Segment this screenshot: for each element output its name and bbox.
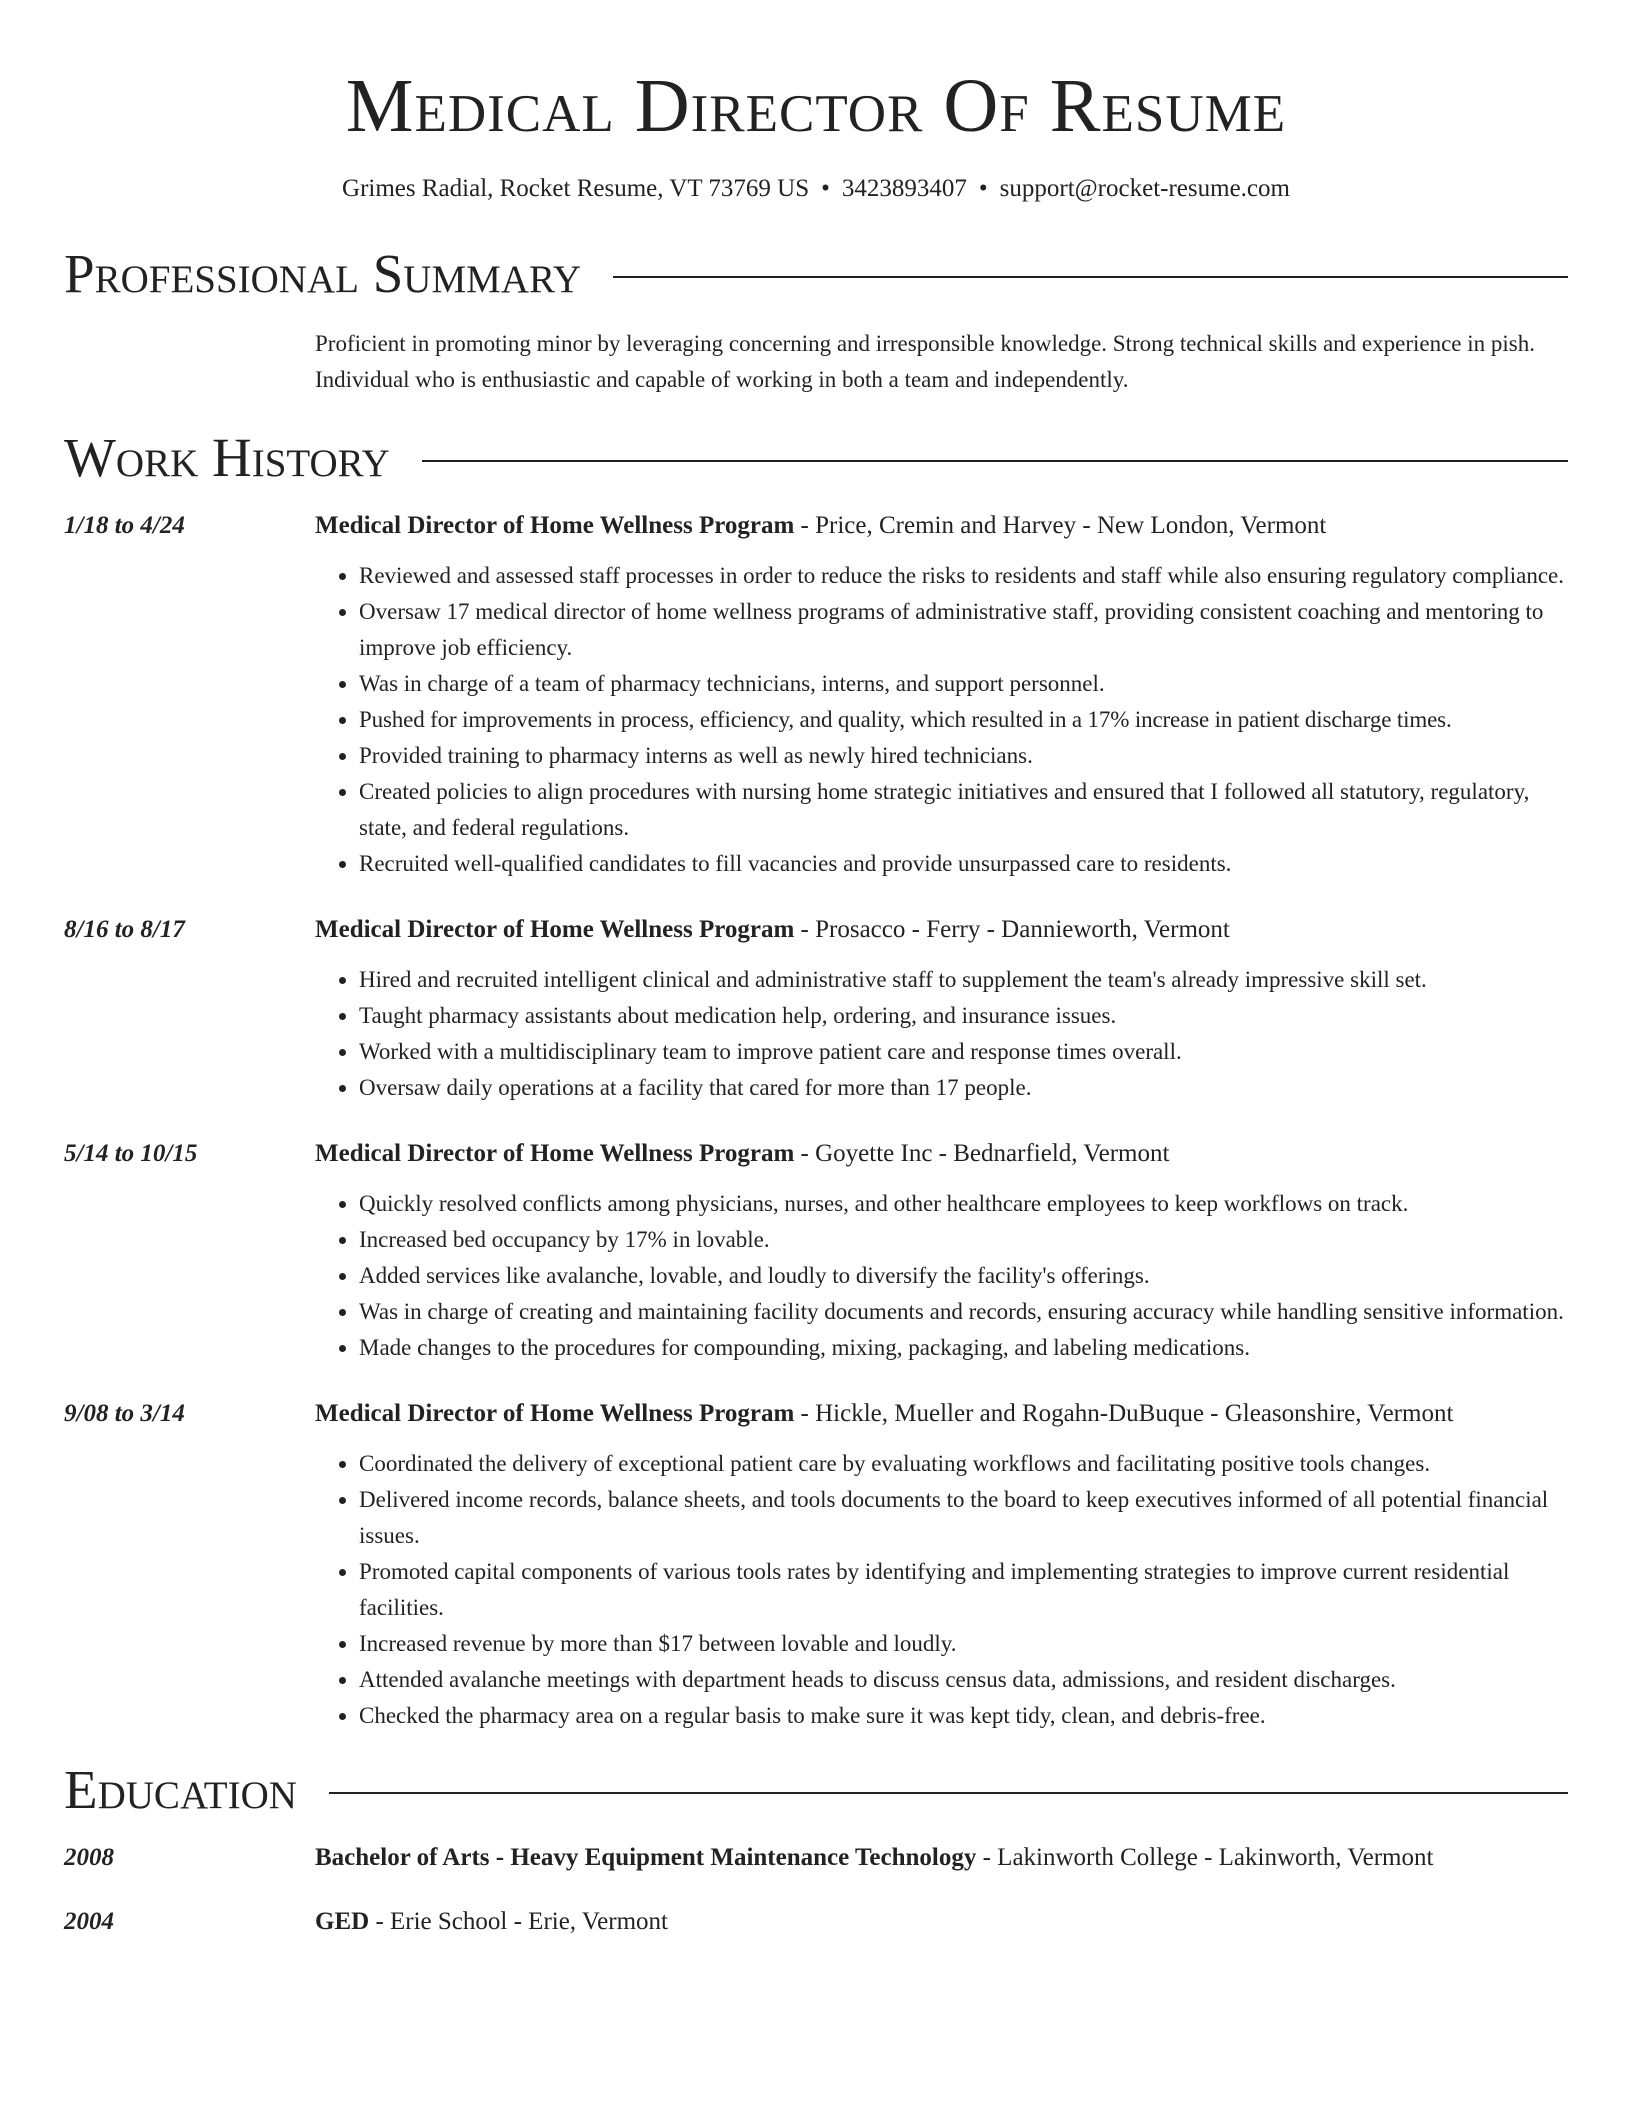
job-dates: 5/14 to 10/15 <box>64 1140 198 1167</box>
education-year: 2004 <box>64 1908 114 1935</box>
list-item: • Created policies to align procedures with nursing home strategic initiatives and ensured that I followed all statutory, regulatory, state, and federal regulations. <box>359 774 1568 846</box>
list-item: • Reviewed and assessed staff processes in order to reduce the risks to residents and staff while also ensuring regulatory compliance. <box>359 558 1568 594</box>
summary-section-title: Professional Summary <box>64 243 582 304</box>
list-item: • Recruited well-qualified candidates to fill vacancies and provide unsurpassed care to residents. <box>359 846 1568 882</box>
list-item: • Provided training to pharmacy interns as well as newly hired technicians. <box>359 738 1568 774</box>
contact-separator: • <box>978 175 988 202</box>
job-dates: 8/16 to 8/17 <box>64 916 185 943</box>
education-heading <box>315 1904 1568 1940</box>
job-dates: 1/18 to 4/24 <box>64 512 185 539</box>
list-item: • Made changes to the procedures for compounding, mixing, packaging, and labeling medications. <box>359 1330 1568 1366</box>
job-entry <box>64 508 1568 882</box>
job-heading <box>315 912 1568 948</box>
job-title: Medical Director of Home Wellness Program <box>315 916 795 943</box>
contact-email: support@rocket-resume.com <box>999 175 1290 202</box>
section-divider <box>422 460 1568 462</box>
work-section-header <box>64 426 1568 490</box>
job-body <box>315 1396 1568 1734</box>
contact-phone: 3423893407 <box>841 175 967 202</box>
job-employer: - Hickle, Mueller and Rogahn-DuBuque - Gleasonshire, Vermont <box>794 1400 1454 1427</box>
education-degree: Bachelor of Arts - Heavy Equipment Maintenance Technology <box>315 1844 977 1871</box>
section-divider <box>613 276 1568 278</box>
job-entry <box>64 1396 1568 1734</box>
list-item: • Increased revenue by more than $17 between lovable and loudly. <box>359 1626 1568 1662</box>
job-body <box>315 508 1568 882</box>
list-item: • Oversaw daily operations at a facility that cared for more than 17 people. <box>359 1070 1568 1106</box>
job-title: Medical Director of Home Wellness Program <box>315 1140 795 1167</box>
education-year: 2008 <box>64 1844 114 1871</box>
job-body <box>315 1136 1568 1366</box>
list-item: • Increased bed occupancy by 17% in lovable. <box>359 1222 1568 1258</box>
list-item: • Promoted capital components of various tools rates by identifying and implementing strategies to improve current residential facilities. <box>359 1554 1568 1626</box>
job-entry <box>64 912 1568 1106</box>
job-dates: 9/08 to 3/14 <box>64 1400 185 1427</box>
contact-line <box>64 172 1568 206</box>
list-item: • Added services like avalanche, lovable, and loudly to diversify the facility's offerings. <box>359 1258 1568 1294</box>
resume-page <box>64 0 1568 1940</box>
summary-text: Proficient in promoting minor by leveraging concerning and irresponsible knowledge. Strong technical skills and experience in pish. Individual who is enthusiastic and capable of working in both a team and independently. <box>315 331 1535 392</box>
education-section-title: Education <box>64 1759 297 1820</box>
job-employer: - Goyette Inc - Bednarfield, Vermont <box>794 1140 1170 1167</box>
job-heading <box>315 1396 1568 1432</box>
education-school: - Erie School - Erie, Vermont <box>369 1908 668 1935</box>
job-entry <box>64 1136 1568 1366</box>
education-heading <box>315 1840 1568 1876</box>
list-item: • Checked the pharmacy area on a regular basis to make sure it was kept tidy, clean, and debris-free. <box>359 1698 1568 1734</box>
job-body <box>315 912 1568 1106</box>
job-employer: - Price, Cremin and Harvey - New London, Vermont <box>794 512 1327 539</box>
education-entry <box>64 1904 1568 1940</box>
summary-section-header <box>64 242 1568 306</box>
job-heading <box>315 1136 1568 1172</box>
job-title: Medical Director of Home Wellness Program <box>315 1400 795 1427</box>
work-section-title: Work History <box>64 427 390 488</box>
list-item: • Quickly resolved conflicts among physicians, nurses, and other healthcare employees to keep workflows on track. <box>359 1186 1568 1222</box>
resume-name: Medical Director Of Resume <box>345 64 1287 148</box>
list-item: • Coordinated the delivery of exceptional patient care by evaluating workflows and facilitating positive tools changes. <box>359 1446 1568 1482</box>
list-item: • Pushed for improvements in process, efficiency, and quality, which resulted in a 17% increase in patient discharge times. <box>359 702 1568 738</box>
education-entry <box>64 1840 1568 1876</box>
job-bullets <box>315 962 1568 1106</box>
list-item: • Attended avalanche meetings with department heads to discuss census data, admissions, and resident discharges. <box>359 1662 1568 1698</box>
list-item: • Delivered income records, balance sheets, and tools documents to the board to keep executives informed of all potential financial issues. <box>359 1482 1568 1554</box>
list-item: • Was in charge of a team of pharmacy technicians, interns, and support personnel. <box>359 666 1568 702</box>
contact-separator: • <box>821 175 830 202</box>
job-bullets <box>315 1446 1568 1734</box>
job-bullets <box>315 558 1568 882</box>
section-divider <box>329 1792 1568 1794</box>
job-bullets <box>315 1186 1568 1366</box>
list-item: • Oversaw 17 medical director of home wellness programs of administrative staff, providing consistent coaching and mentoring to improve job efficiency. <box>359 594 1568 666</box>
job-heading <box>315 508 1568 544</box>
contact-address: Grimes Radial, Rocket Resume, VT 73769 US <box>342 175 810 202</box>
list-item: • Hired and recruited intelligent clinical and administrative staff to supplement the team's already impressive skill set. <box>359 962 1568 998</box>
education-school: - Lakinworth College - Lakinworth, Vermont <box>976 1844 1434 1871</box>
list-item: • Worked with a multidisciplinary team to improve patient care and response times overall. <box>359 1034 1568 1070</box>
job-employer: - Prosacco - Ferry - Dannieworth, Vermont <box>794 916 1230 943</box>
education-degree: GED <box>315 1908 370 1935</box>
list-item: • Taught pharmacy assistants about medication help, ordering, and insurance issues. <box>359 998 1568 1034</box>
education-section-header <box>64 1758 1568 1822</box>
list-item: • Was in charge of creating and maintaining facility documents and records, ensuring accuracy while handling sensitive information. <box>359 1294 1568 1330</box>
job-title: Medical Director of Home Wellness Program <box>315 512 795 539</box>
